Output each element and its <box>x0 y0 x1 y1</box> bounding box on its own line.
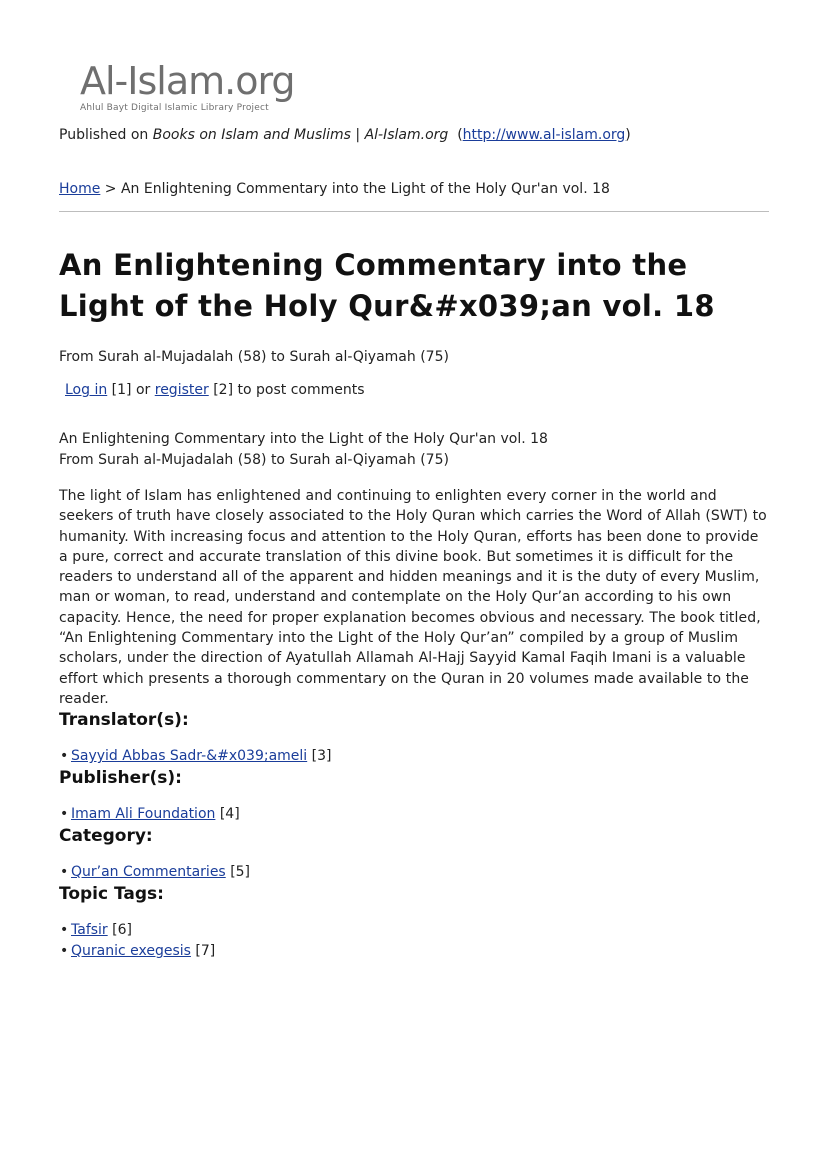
topic-tags-list <box>59 920 769 962</box>
item-ref: [7] <box>195 943 216 960</box>
site-logo[interactable] <box>80 59 340 118</box>
logo-wordmark: Al-Islam.org <box>80 59 295 103</box>
category-list <box>59 862 769 883</box>
list-item <box>59 920 769 941</box>
tag-link-tafsir[interactable]: Tafsir <box>71 922 108 939</box>
login-link[interactable]: Log in <box>65 382 108 398</box>
bullet-icon: • <box>60 864 69 881</box>
publishers-list <box>59 804 769 825</box>
list-item <box>59 804 769 825</box>
url-close: ) <box>625 127 631 143</box>
published-line <box>59 126 769 144</box>
category-heading: Category: <box>59 826 153 847</box>
bullet-icon: • <box>60 943 69 960</box>
register-ref: [2] <box>213 382 234 398</box>
comments-notice <box>65 381 769 399</box>
login-ref: [1] <box>111 382 132 398</box>
list-item <box>59 746 769 767</box>
header-divider <box>59 211 769 212</box>
published-prefix: Published on <box>59 127 149 143</box>
publishers-heading: Publisher(s): <box>59 768 182 789</box>
intro-range-line: From Surah al-Mujadalah (58) to Surah al-Qiyamah (75) <box>59 452 449 468</box>
document-page <box>59 59 769 962</box>
publisher-link[interactable]: Imam Ali Foundation <box>71 806 216 823</box>
site-name: Books on Islam and Muslims | Al-Islam.org <box>152 127 449 143</box>
translators-list <box>59 746 769 767</box>
intro-title-line: An Enlightening Commentary into the Light of the Holy Qur'an vol. 18 <box>59 431 548 447</box>
book-description: The light of Islam has enlightened and continuing to enlighten every corner in the world and seekers of truth have closely associated to the Holy Quran which carries the Word of Allah (SWT) to humanity. With increasing focus and attention to the Holy Quran, efforts has been done to provide a pure, correct and accurate translation of this divine book. But sometimes it is difficult for the readers to understand all of the apparent and hidden meanings and it is the duty of every Muslim, man or woman, to read, understand and contemplate on the Holy Qur’an according to his own capacity. Hence, the need for proper explanation becomes obvious and necessary. The book titled, “An Enlightening Commentary into the Light of the Holy Qur’an” compiled by a group of Muslim scholars, under the direction of Ayatullah Allamah Al-Hajj Sayyid Kamal Faqih Imani is a valuable effort which presents a thorough commentary on the Quran in 20 volumes made available to the reader. <box>59 488 767 707</box>
intro-block <box>59 429 769 471</box>
breadcrumb-separator: > <box>104 181 117 197</box>
item-ref: [3] <box>311 748 332 765</box>
url-open: ( <box>457 127 463 143</box>
item-ref: [6] <box>112 922 132 939</box>
bullet-icon: • <box>60 922 69 939</box>
breadcrumb-home-link[interactable]: Home <box>59 181 101 197</box>
translators-heading: Translator(s): <box>59 710 189 731</box>
breadcrumb-current: An Enlightening Commentary into the Light of the Holy Qur'an vol. 18 <box>120 181 610 197</box>
page-title: An Enlightening Commentary into the Light of the Holy Qur&#x039;an vol. 18 <box>59 248 715 323</box>
category-link[interactable]: Qur’an Commentaries <box>71 864 226 881</box>
translator-link[interactable]: Sayyid Abbas Sadr-&#x039;ameli <box>71 748 308 765</box>
list-item <box>59 862 769 883</box>
comments-suffix: to post comments <box>237 382 365 398</box>
topic-tags-heading: Topic Tags: <box>59 884 164 905</box>
item-ref: [4] <box>219 806 240 823</box>
page-subtitle: From Surah al-Mujadalah (58) to Surah al-Qiyamah (75) <box>59 349 449 365</box>
bullet-icon: • <box>60 806 69 823</box>
breadcrumb <box>59 180 769 198</box>
tag-link-quranic-exegesis[interactable]: Quranic exegesis <box>71 943 191 960</box>
bullet-icon: • <box>60 748 69 765</box>
comments-or: or <box>135 382 151 398</box>
item-ref: [5] <box>230 864 251 881</box>
list-item <box>59 941 769 962</box>
logo-tagline: Ahlul Bayt Digital Islamic Library Project <box>80 103 269 113</box>
register-link[interactable]: register <box>154 382 209 398</box>
site-url-link[interactable]: http://www.al-islam.org <box>462 127 626 143</box>
